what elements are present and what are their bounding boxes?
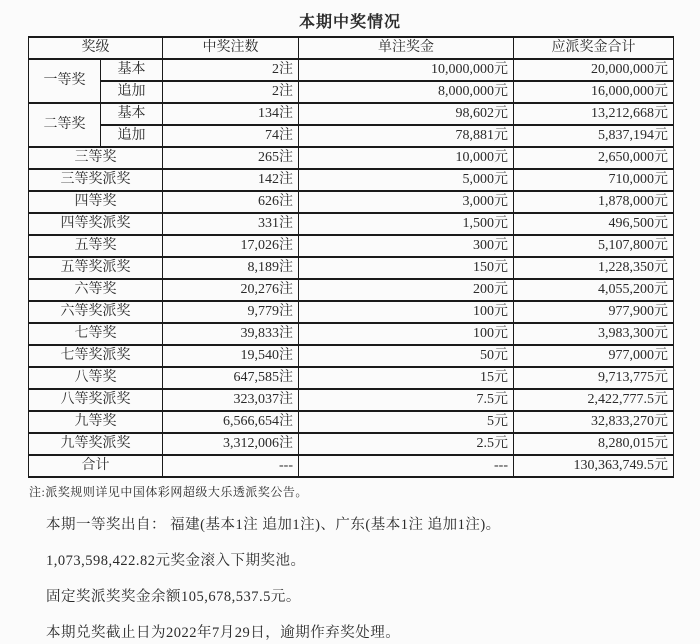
- bets-cell: 2注: [163, 81, 299, 103]
- bets-cell: 17,026注: [163, 235, 299, 257]
- single-prize-cell: 3,000元: [299, 191, 514, 213]
- column-header-bets: 中奖注数: [163, 37, 299, 59]
- total-prize-cell: 710,000元: [514, 169, 674, 191]
- prize-table: [28, 36, 674, 478]
- bets-cell: 647,585注: [163, 367, 299, 389]
- prize-level-cell: 八等奖派奖: [29, 389, 163, 411]
- column-header-single-prize: 单注奖金: [299, 37, 514, 59]
- total-prize-cell: 5,107,800元: [514, 235, 674, 257]
- prize-level-cell: 一等奖: [29, 59, 101, 103]
- footer-line-first-prize-source: 本期一等奖出自： 福建(基本1注 追加1注)、广东(基本1注 追加1注)。: [46, 517, 501, 533]
- bets-cell: 8,189注: [163, 257, 299, 279]
- footer-line-jackpot-rollover: 1,073,598,422.82元奖金滚入下期奖池。: [46, 553, 306, 569]
- prize-level-cell: 六等奖派奖: [29, 301, 163, 323]
- bets-cell: ---: [163, 455, 299, 477]
- single-prize-cell: 300元: [299, 235, 514, 257]
- total-prize-cell: 16,000,000元: [514, 81, 674, 103]
- single-prize-cell: 1,500元: [299, 213, 514, 235]
- table-row: [29, 411, 674, 433]
- total-prize-cell: 2,422,777.5元: [514, 389, 674, 411]
- bets-cell: 39,833注: [163, 323, 299, 345]
- prize-level-cell: 七等奖派奖: [29, 345, 163, 367]
- total-prize-cell: 1,878,000元: [514, 191, 674, 213]
- prize-level-cell: 三等奖派奖: [29, 169, 163, 191]
- total-prize-cell: 20,000,000元: [514, 59, 674, 81]
- prize-level-cell: 二等奖: [29, 103, 101, 147]
- table-row: [29, 389, 674, 411]
- bets-cell: 6,566,654注: [163, 411, 299, 433]
- table-row: [29, 257, 674, 279]
- single-prize-cell: 98,602元: [299, 103, 514, 125]
- total-prize-cell: 977,000元: [514, 345, 674, 367]
- column-header-prize-level: 奖级: [29, 37, 163, 59]
- total-prize-cell: 5,837,194元: [514, 125, 674, 147]
- single-prize-cell: 10,000,000元: [299, 59, 514, 81]
- prize-type-cell: 追加: [101, 81, 163, 103]
- page-title: 本期中奖情况: [298, 14, 401, 31]
- header-row: [29, 37, 674, 59]
- total-prize-cell: 8,280,015元: [514, 433, 674, 455]
- table-row: [29, 147, 674, 169]
- prize-type-cell: 基本: [101, 59, 163, 81]
- single-prize-cell: ---: [299, 455, 514, 477]
- table-row: [29, 169, 674, 191]
- bets-cell: 74注: [163, 125, 299, 147]
- table-row: [29, 455, 674, 477]
- table-row: [29, 213, 674, 235]
- table-row: [29, 191, 674, 213]
- prize-level-cell: 三等奖: [29, 147, 163, 169]
- bets-cell: 142注: [163, 169, 299, 191]
- table-row: [29, 235, 674, 257]
- footer: [46, 514, 700, 644]
- prize-level-cell: 四等奖派奖: [29, 213, 163, 235]
- table-row: [29, 301, 674, 323]
- total-prize-cell: 3,983,300元: [514, 323, 674, 345]
- total-prize-cell: 9,713,775元: [514, 367, 674, 389]
- prize-table-body: [29, 59, 674, 477]
- prize-level-cell: 合计: [29, 455, 163, 477]
- bets-cell: 626注: [163, 191, 299, 213]
- table-row: [29, 323, 674, 345]
- bets-cell: 323,037注: [163, 389, 299, 411]
- total-prize-cell: 977,900元: [514, 301, 674, 323]
- single-prize-cell: 50元: [299, 345, 514, 367]
- prize-level-cell: 五等奖: [29, 235, 163, 257]
- total-prize-cell: 32,833,270元: [514, 411, 674, 433]
- table-row: [29, 279, 674, 301]
- single-prize-cell: 100元: [299, 323, 514, 345]
- single-prize-cell: 78,881元: [299, 125, 514, 147]
- bets-cell: 331注: [163, 213, 299, 235]
- total-prize-cell: 130,363,749.5元: [514, 455, 674, 477]
- single-prize-cell: 5,000元: [299, 169, 514, 191]
- prize-level-cell: 四等奖: [29, 191, 163, 213]
- table-row: [29, 81, 674, 103]
- prize-level-cell: 九等奖: [29, 411, 163, 433]
- prize-type-cell: 追加: [101, 125, 163, 147]
- total-prize-cell: 2,650,000元: [514, 147, 674, 169]
- single-prize-cell: 5元: [299, 411, 514, 433]
- bets-cell: 9,779注: [163, 301, 299, 323]
- prize-type-cell: 基本: [101, 103, 163, 125]
- total-prize-cell: 13,212,668元: [514, 103, 674, 125]
- single-prize-cell: 8,000,000元: [299, 81, 514, 103]
- single-prize-cell: 100元: [299, 301, 514, 323]
- prize-level-cell: 八等奖: [29, 367, 163, 389]
- prize-level-cell: 五等奖派奖: [29, 257, 163, 279]
- prize-level-cell: 九等奖派奖: [29, 433, 163, 455]
- table-row: [29, 345, 674, 367]
- footer-line-redeem-deadline: 本期兑奖截止日为2022年7月29日，逾期作弃奖处理。: [46, 625, 401, 641]
- table-row: [29, 125, 674, 147]
- column-header-total-prize: 应派奖金合计: [514, 37, 674, 59]
- table-row: [29, 367, 674, 389]
- total-prize-cell: 1,228,350元: [514, 257, 674, 279]
- bets-cell: 2注: [163, 59, 299, 81]
- prize-level-cell: 七等奖: [29, 323, 163, 345]
- table-row: [29, 103, 674, 125]
- table-row: [29, 59, 674, 81]
- prize-level-cell: 六等奖: [29, 279, 163, 301]
- total-prize-cell: 496,500元: [514, 213, 674, 235]
- single-prize-cell: 7.5元: [299, 389, 514, 411]
- single-prize-cell: 15元: [299, 367, 514, 389]
- bets-cell: 20,276注: [163, 279, 299, 301]
- single-prize-cell: 10,000元: [299, 147, 514, 169]
- table-row: [29, 433, 674, 455]
- bets-cell: 134注: [163, 103, 299, 125]
- bets-cell: 265注: [163, 147, 299, 169]
- footer-line-fixed-prize-balance: 固定奖派奖奖金余额105,678,537.5元。: [46, 589, 301, 605]
- rule-note: 注:派奖规则详见中国体彩网超级大乐透派奖公告。: [29, 485, 308, 499]
- prize-table-header: [29, 37, 674, 59]
- single-prize-cell: 150元: [299, 257, 514, 279]
- total-prize-cell: 4,055,200元: [514, 279, 674, 301]
- bets-cell: 19,540注: [163, 345, 299, 367]
- single-prize-cell: 2.5元: [299, 433, 514, 455]
- single-prize-cell: 200元: [299, 279, 514, 301]
- bets-cell: 3,312,006注: [163, 433, 299, 455]
